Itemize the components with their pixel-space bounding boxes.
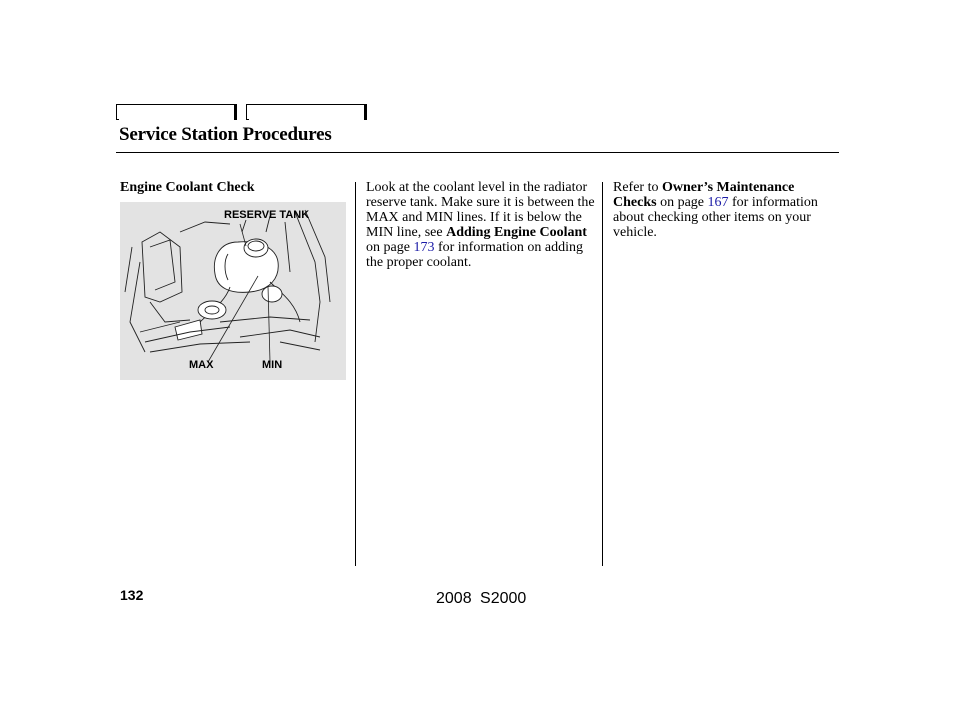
max-label: MAX <box>189 359 214 371</box>
title-divider <box>116 152 839 153</box>
page-link-167[interactable]: 167 <box>707 195 729 210</box>
body-text: Refer to <box>613 180 662 195</box>
coolant-instructions <box>366 180 596 270</box>
engine-bay-drawing <box>120 202 346 380</box>
maintenance-reference <box>613 180 839 240</box>
reference-title: Owner’s Maintenance Checks <box>613 180 795 210</box>
page-link-173[interactable]: 173 <box>413 240 435 255</box>
reference-title: Adding Engine Coolant <box>446 225 587 240</box>
page-number: 132 <box>120 587 144 603</box>
body-text: on page <box>366 240 414 255</box>
body-text: on page <box>656 195 708 210</box>
body-text: Look at the coolant level in the radiator reserve tank. Make sure it is between the MAX and MIN lines. If it is below the MIN line, see <box>366 180 595 240</box>
column-divider-1 <box>355 182 356 566</box>
nav-tab-next[interactable] <box>246 104 367 120</box>
body-text: for information about checking other items on your vehicle. <box>613 195 818 240</box>
footer-model: 2008 S2000 <box>436 590 527 607</box>
body-text: for information on adding the proper coolant. <box>366 240 583 270</box>
reserve-tank-label: RESERVE TANK <box>224 209 310 221</box>
page-title: Service Station Procedures <box>119 124 332 145</box>
section-heading: Engine Coolant Check <box>120 180 255 195</box>
nav-tab-previous[interactable] <box>116 104 237 120</box>
column-divider-2 <box>602 182 603 566</box>
coolant-tank-illustration <box>120 202 346 380</box>
min-label: MIN <box>262 359 283 371</box>
